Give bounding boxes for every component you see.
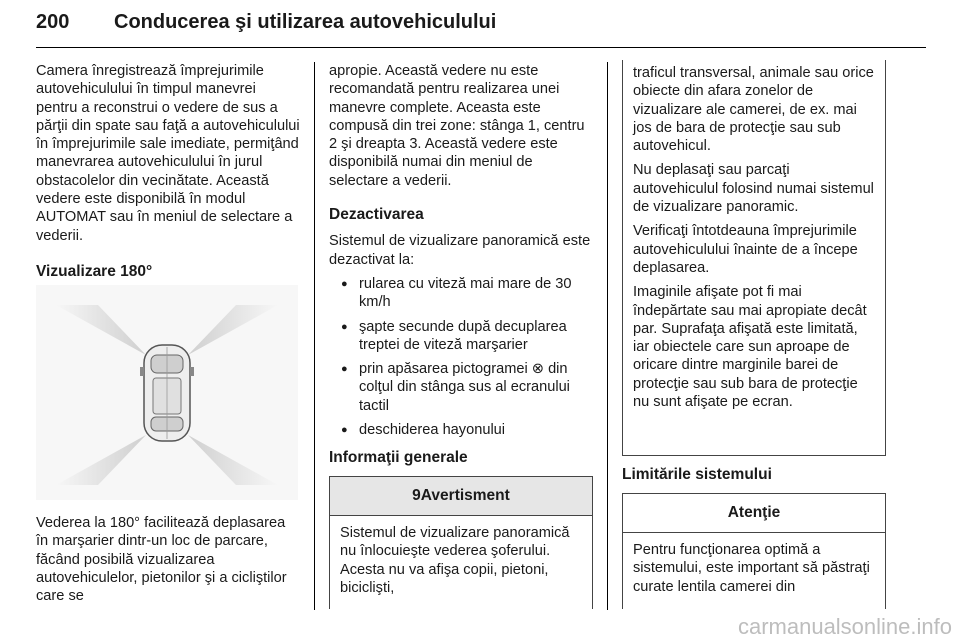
page-title: Conducerea şi utilizarea autovehiculului [114,11,497,33]
deactivation-intro: Sistemul de vizualizare panoramică este dezactivat la: [329,233,591,268]
heading-deactivation: Dezactivarea [329,206,424,224]
car-180-view-svg [36,285,298,500]
warning-continued-body [623,60,885,411]
heading-general-info: Informaţii generale [329,449,468,467]
heading-system-limits: Limitările sistemului [622,466,772,483]
page-number: 200 [36,11,70,33]
warning-body: Sistemul de vizualizare panoramică nu înlocuieşte vederea şoferului. Acesta nu va afişa copii, pietoni, biciclişti, [340,525,570,596]
watermark: carmanualsonline.info [737,614,952,639]
warning-box-continued [622,60,886,456]
warning-paragraph: Imaginile afişate pot fi mai îndepărtate sau mai apropiate decât par. Suprafaţa afişată este limitată, iar obiectele care sun aproape de oricare dintre marginile barei de protecţie sau sub bara de protecţie nu sunt afişate pe ecran. [633,284,867,411]
intro-paragraph: Camera înregistrează împrejurimile autovehiculului în timpul manevrei pentru a reconstrui o vedere de sus a părţii din spate sau faţă a autovehiculului în împrejurimile sale imediate, permiţând manevrarea autovehiculului în jurul obstacolelor din vecinătate. Această vedere este disponibilă în modul AUTOMAT sau în meniul de selectare a vederii. [36,63,300,244]
page-header [36,5,926,45]
column-divider-2 [607,62,608,610]
warning-title: Avertisment [420,487,510,504]
list-item: ● deschiderea hayonului [329,421,593,439]
warning-paragraph: Nu deplasaţi sau parcaţi autovehiculul folosind numai sistemul de vizualizare panoramic. [633,162,874,216]
continued-paragraph: apropie. Această vedere nu este recomandată pentru realizarea unei manevre complete. Aceasta este compusă din trei zone: stânga 1, centru 2 şi dreapta 3. Această vedere este disponibilă numai din meniul de selectare a vederii. [329,63,585,189]
list-item: ● şapte secunde după decuplarea treptei de viteză marşarier [329,318,593,355]
attention-box [622,493,886,609]
heading-180-view: Vizualizare 180° [36,262,153,280]
deactivation-list [329,275,593,439]
column-2 [329,62,593,468]
list-item: ● prin apăsarea pictogramei ⊗ din colţul din stânga sus al ecranului tactil [329,360,593,415]
attention-body: Pentru funcţionarea optimă a sistemului, este important să păstraţi curate lentila camerei din [633,542,870,595]
column-divider-1 [314,62,315,610]
column-1 [36,62,300,281]
header-rule [36,47,926,48]
camera-view-illustration [36,285,298,500]
figure-caption: Vederea la 180° facilitează deplasarea în marşarier dintr-un loc de parcare, făcând posibilă vizualizarea autovehiculelor, pietonilor şi a cicliştilor care se [36,515,287,605]
warning-paragraph: traficul transversal, animale sau orice obiecte din afara zonelor de vizualizare ale camerei, de ex. mai jos de bara de protecţie sau sub autovehicul. [633,65,874,155]
warning-icon: 9 [412,487,421,504]
warning-paragraph: Verificaţi întotdeauna împrejurimile autovehiculului înainte de a începe deplasarea. [633,223,858,276]
warning-header [330,477,592,516]
attention-title: Atenţie [623,494,885,533]
list-item: ● rularea cu viteză mai mare de 30 km/h [329,275,593,312]
warning-box [329,476,593,609]
figure-caption-block [36,514,300,605]
